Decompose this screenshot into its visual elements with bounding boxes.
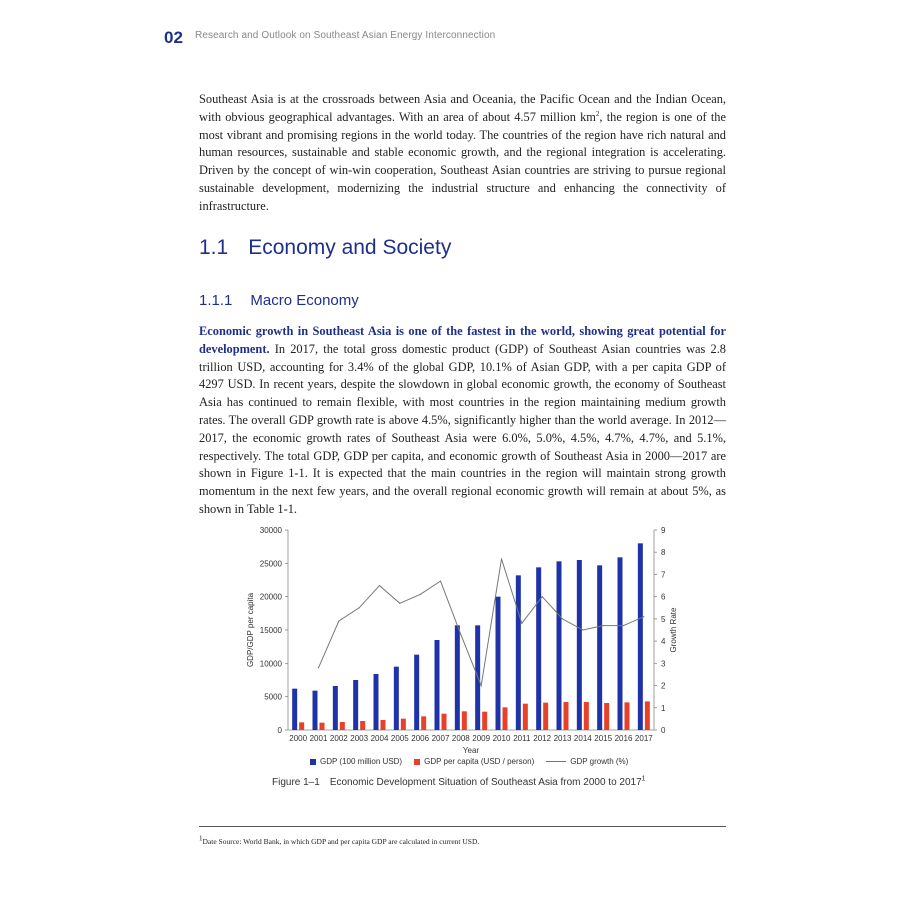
body-text: In 2017, the total gross domestic product (GDP) of Southeast Asian countries was 2.8 trillion USD, accounting for 3.4% of the global GDP, 10.1% of Asian GDP, with a per capita GDP of 4297 USD. In recent years, despite the slowdown in global economic growth, the economy of Southeast Asia has continued to remain flexible, with most countries in the region maintaining medium growth rates. The overall GDP growth rate is above 4.5%, significantly higher than the world average. In 2012—2017, the economic growth rates of Southeast Asia were 6.0%, 5.0%, 4.5%, 4.7%, 4.7%, and 5.1%, respectively. The total GDP, GDP per capita, and economic growth of Southeast Asia in 2000—2017 are shown in Figure 1-1. It is expected that the main countries in the region will maintain strong growth momentum in the next few years, and the overall regional economic growth will remain at about 5%, as shown in Table 1-1. bbox=[199, 341, 726, 516]
x-tick-label: 2007 bbox=[431, 734, 450, 743]
y2-tick-label: 2 bbox=[661, 681, 666, 691]
section-title: Economy and Society bbox=[248, 236, 452, 259]
figure-label: Figure 1–1 bbox=[272, 777, 320, 788]
bar-gdp-per-capita bbox=[421, 716, 426, 730]
bar-gdp-per-capita bbox=[401, 719, 406, 730]
x-tick-label: 2008 bbox=[451, 734, 470, 743]
point-gdp-growth bbox=[562, 618, 563, 619]
intro-text-part2: , the region is one of the most vibrant and promising regions in the world today. The countries of the region have rich natural and human resources, sustainable and stable economic growth, and the regional integration is accelerating. Driven by the concept of win-win cooperation, Southeast Asian countries are striving to pursue regional sustainable development, modernizing the industrial structure and enhancing the connectivity of infrastructure. bbox=[199, 109, 727, 213]
x-tick-label: 2002 bbox=[329, 734, 348, 743]
y2-tick-label: 4 bbox=[661, 637, 666, 647]
bar-gdp bbox=[353, 680, 358, 730]
bar-gdp bbox=[536, 567, 541, 730]
x-tick-label: 2005 bbox=[390, 734, 409, 743]
point-gdp-growth bbox=[359, 607, 360, 608]
bar-gdp-per-capita bbox=[482, 712, 487, 730]
bar-gdp bbox=[638, 543, 643, 730]
y2-tick-label: 8 bbox=[661, 548, 666, 558]
x-tick-label: 2013 bbox=[553, 734, 572, 743]
footnote-marker: 1 bbox=[199, 834, 203, 843]
bar-gdp bbox=[435, 640, 440, 730]
point-gdp-growth bbox=[542, 596, 543, 597]
section-number: 1.1 bbox=[199, 236, 229, 259]
bar-gdp bbox=[333, 686, 338, 730]
legend-label-gdp: GDP (100 million USD) bbox=[320, 757, 403, 766]
legend-item-gdp-per-capita bbox=[414, 757, 534, 766]
bar-gdp bbox=[313, 691, 318, 730]
intro-text-part1: Southeast Asia is at the crossroads between Asia and Oceania, the Pacific Ocean and the Indian Ocean, with obvious geographical advantages. With an area of about 4.57 million km bbox=[199, 92, 726, 124]
bar-gdp-per-capita bbox=[625, 702, 630, 730]
y-tick-label: 5000 bbox=[264, 692, 282, 702]
legend-label-gdp-per-capita: GDP per capita (USD / person) bbox=[424, 757, 535, 766]
figure-caption bbox=[272, 777, 646, 788]
x-tick-label: 2003 bbox=[350, 734, 369, 743]
x-tick-label: 2012 bbox=[533, 734, 552, 743]
area-superscript: 2 bbox=[595, 109, 600, 118]
x-tick-label: 2014 bbox=[573, 734, 592, 743]
x-tick-label: 2000 bbox=[289, 734, 308, 743]
bar-gdp bbox=[455, 625, 460, 730]
legend-item-gdp bbox=[310, 757, 402, 766]
figure-note-ref: 1 bbox=[641, 775, 646, 783]
subsection-title: Macro Economy bbox=[250, 292, 359, 309]
y-axis-title: GDP/GDP per capita bbox=[246, 592, 255, 668]
y2-tick-label: 7 bbox=[661, 570, 666, 580]
legend-swatch-gdp-per-capita bbox=[414, 759, 420, 765]
bar-gdp-per-capita bbox=[299, 722, 304, 730]
point-gdp-growth bbox=[582, 629, 583, 630]
running-title: Research and Outlook on Southeast Asian Energy Interconnection bbox=[195, 30, 496, 41]
x-tick-label: 2010 bbox=[492, 734, 511, 743]
x-tick-label: 2016 bbox=[614, 734, 633, 743]
figure-caption-text: Economic Development Situation of Southeast Asia from 2000 to 2017 bbox=[329, 777, 642, 788]
x-tick-label: 2006 bbox=[411, 734, 430, 743]
y2-tick-label: 9 bbox=[661, 526, 666, 535]
bar-gdp-per-capita bbox=[584, 702, 589, 730]
legend-line-growth bbox=[546, 761, 566, 762]
y-tick-label: 25000 bbox=[259, 559, 282, 569]
line-gdp-growth bbox=[319, 559, 644, 686]
bar-gdp-per-capita bbox=[503, 707, 508, 730]
x-tick-label: 2009 bbox=[472, 734, 491, 743]
y2-tick-label: 3 bbox=[661, 659, 666, 669]
point-gdp-growth bbox=[318, 667, 319, 668]
bar-gdp bbox=[292, 689, 297, 730]
body-paragraph bbox=[199, 323, 726, 519]
y-tick-label: 15000 bbox=[259, 626, 282, 635]
bar-gdp bbox=[374, 674, 379, 730]
x-tick-label: 2017 bbox=[634, 734, 653, 743]
point-gdp-growth bbox=[521, 623, 522, 624]
point-gdp-growth bbox=[440, 581, 441, 582]
point-gdp-growth bbox=[420, 594, 421, 595]
point-gdp-growth bbox=[623, 625, 624, 626]
y2-tick-label: 5 bbox=[661, 614, 666, 624]
y-tick-label: 30000 bbox=[259, 526, 282, 535]
bar-gdp-per-capita bbox=[462, 711, 467, 730]
bar-gdp-per-capita bbox=[523, 704, 528, 730]
footnote-divider bbox=[199, 826, 726, 827]
bar-gdp-per-capita bbox=[604, 703, 609, 730]
point-gdp-growth bbox=[603, 625, 604, 626]
bar-gdp bbox=[394, 667, 399, 730]
legend-item-growth bbox=[546, 757, 628, 766]
point-gdp-growth bbox=[338, 621, 339, 622]
bar-gdp-per-capita bbox=[645, 701, 650, 730]
legend-swatch-gdp bbox=[310, 759, 316, 765]
bar-gdp bbox=[597, 565, 602, 730]
bar-gdp-per-capita bbox=[564, 702, 569, 730]
subsection-heading bbox=[199, 292, 359, 309]
x-tick-label: 2015 bbox=[594, 734, 613, 743]
y2-tick-label: 0 bbox=[661, 726, 666, 735]
point-gdp-growth bbox=[460, 634, 461, 635]
y2-tick-label: 1 bbox=[661, 703, 666, 713]
point-gdp-growth bbox=[501, 558, 502, 559]
footnote-text: Date Source: World Bank, in which GDP and per capita GDP are calculated in current USD. bbox=[202, 837, 480, 846]
section-heading bbox=[199, 236, 451, 260]
y2-tick-label: 6 bbox=[661, 592, 666, 602]
bar-gdp bbox=[414, 655, 419, 730]
bar-gdp-per-capita bbox=[320, 723, 325, 730]
lead-sentence: Economic growth in Southeast Asia is one of the fastest in the world, showing great potential for development. bbox=[199, 324, 726, 356]
chapter-number: 02 bbox=[164, 28, 183, 47]
footnote bbox=[199, 834, 480, 846]
bar-gdp bbox=[516, 575, 521, 730]
x-tick-label: 2001 bbox=[309, 734, 328, 743]
y-tick-label: 20000 bbox=[259, 592, 282, 602]
bar-gdp bbox=[496, 597, 501, 730]
y-tick-label: 0 bbox=[277, 726, 282, 735]
bar-gdp-per-capita bbox=[360, 721, 365, 730]
point-gdp-growth bbox=[643, 616, 644, 617]
bar-gdp bbox=[557, 561, 562, 730]
x-tick-label: 2011 bbox=[513, 734, 531, 743]
y-tick-label: 10000 bbox=[259, 659, 282, 669]
legend-label-growth: GDP growth (%) bbox=[570, 757, 629, 766]
gdp-chart bbox=[240, 520, 680, 755]
x-tick-label: 2004 bbox=[370, 734, 389, 743]
bar-gdp-per-capita bbox=[381, 720, 386, 730]
bar-gdp-per-capita bbox=[543, 703, 548, 730]
x-axis-title: Year bbox=[462, 746, 480, 755]
y2-axis-title: Growth Rate bbox=[669, 607, 678, 653]
bar-gdp-per-capita bbox=[442, 714, 447, 730]
intro-paragraph bbox=[199, 91, 726, 216]
point-gdp-growth bbox=[481, 685, 482, 686]
point-gdp-growth bbox=[379, 585, 380, 586]
bar-gdp bbox=[618, 557, 623, 730]
bar-gdp-per-capita bbox=[340, 722, 345, 730]
point-gdp-growth bbox=[399, 603, 400, 604]
chart-legend bbox=[310, 757, 628, 766]
subsection-number: 1.1.1 bbox=[199, 292, 233, 309]
bar-gdp bbox=[577, 560, 582, 730]
